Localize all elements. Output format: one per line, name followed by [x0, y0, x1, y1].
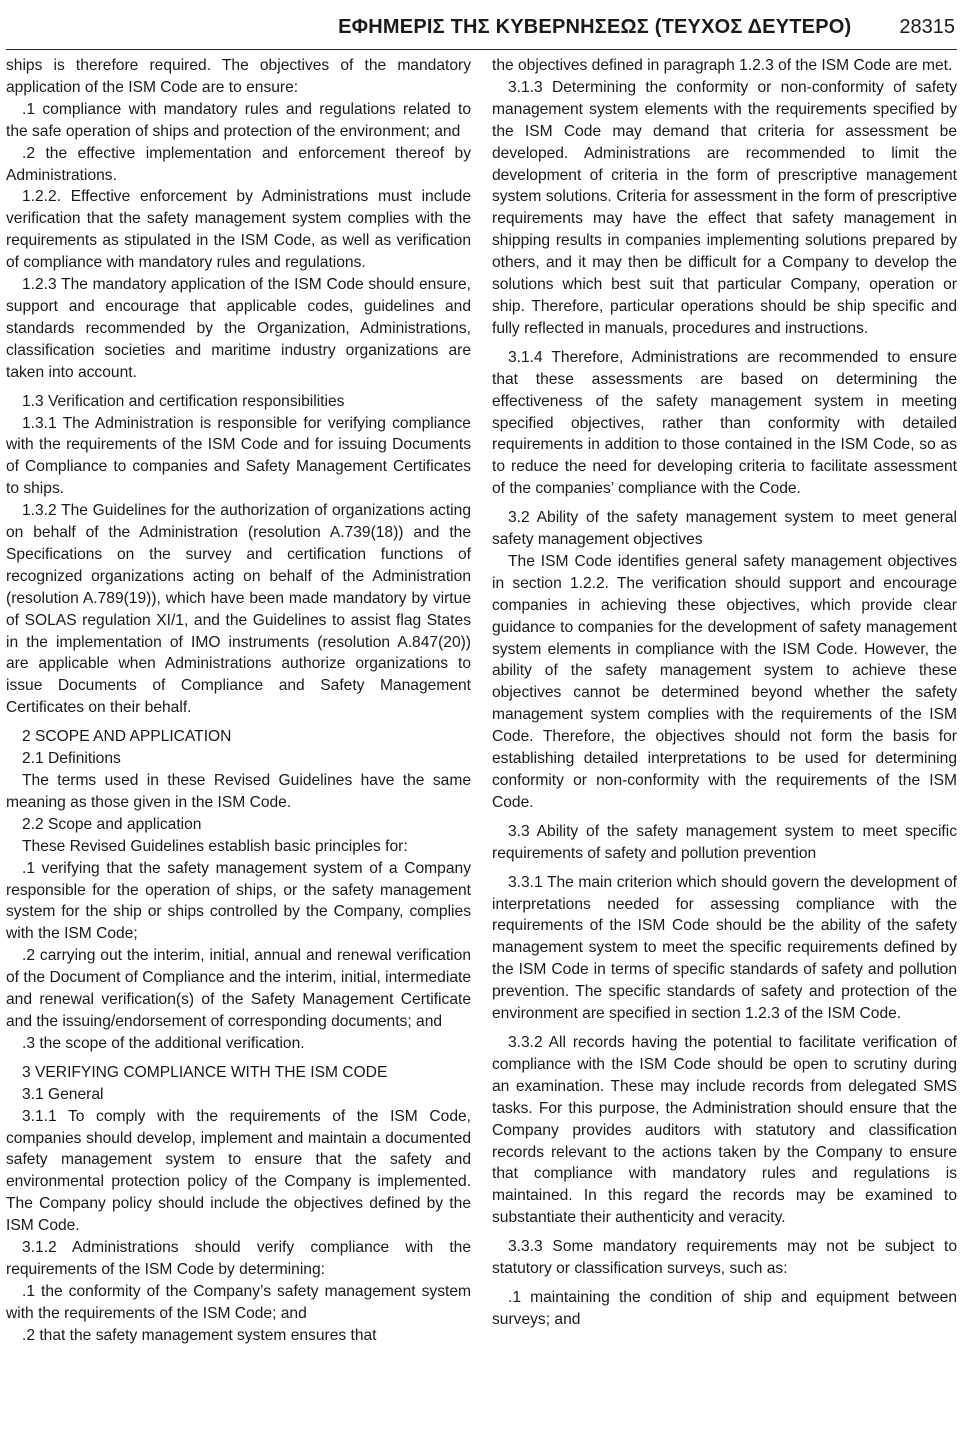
paragraph: 3.1.2 Administrations should verify compliance with the requirements of the ISM Code by determining: — [6, 1239, 471, 1278]
paragraph: .2 carrying out the interim, initial, annual and renewal verification of the Document of Compliance and the interim, initial, intermediate and renewal verification(s) of the Safety Management Certificate and the issuing/endorsement of corresponding documents; and — [6, 947, 471, 1030]
page-header — [6, 0, 957, 50]
paragraph: The terms used in these Revised Guidelines have the same meaning as those given in the ISM Code. — [6, 772, 471, 811]
paragraph: 3.3.2 All records having the potential to facilitate verification of compliance with the ISM Code should be open to scrutiny during an examination. These may include records from delegated SMS tasks. For this purpose, the Administration should ensure that the Company provides auditors with statutory and classification records relevant to the actions taken by the Company to ensure that compliance with mandatory rules and regulations is maintained. In this regard the records may be examined to substantiate their authenticity and veracity. — [492, 1033, 957, 1227]
section-heading: 3 VERIFYING COMPLIANCE WITH THE ISM CODE — [22, 1063, 388, 1081]
paragraph: .1 maintaining the condition of ship and equipment between surveys; and — [492, 1288, 957, 1328]
section-heading: 3.3 Ability of the safety management system to meet specific requirements of safety and pollution prevention — [492, 822, 957, 862]
section-heading: 2.2 Scope and application — [22, 815, 202, 833]
paragraph: the objectives defined in paragraph 1.2.3 of the ISM Code are met. — [492, 57, 953, 74]
paragraph: 3.1.1 To comply with the requirements of the ISM Code, companies should develop, implement and maintain a documented safety management system to ensure that the safety and environmental protection policy of the Company is implemented. The Company policy should include the objectives defined by the ISM Code. — [6, 1107, 471, 1235]
paragraph: .1 the conformity of the Company’s safety management system with the requirements of the ISM Code; and — [6, 1282, 471, 1322]
paragraph: .3 the scope of the additional verification. — [22, 1034, 305, 1052]
paragraph: .1 verifying that the safety management system of a Company responsible for the operation of ships, or the safety management system for the ship or ships controlled by the Company, complies with the ISM Code; — [6, 859, 471, 943]
paragraph: 3.1.3 Determining the conformity or non-conformity of safety management system elements with the requirements specified by the ISM Code may demand that criteria for assessment be developed. Administrations are recommended to limit the development of criteria in the form of prescriptive management system solutions. Criteria for assessment in the form of prescriptive requirements may have the effect that safety management in shipping results in companies implementing solutions prepared by others, and it may then be difficult for a Company to develop the solutions which best suit that particular Company, operation or ship. Therefore, particular operations should be ship specific and fully reflected in manuals, procedures and instructions. — [492, 78, 957, 337]
paragraph: The ISM Code identifies general safety management objectives in section 1.2.2. The verification should support and encourage companies in achieving these objectives, which provide clear guidance to companies for the development of safety management system elements in compliance with the ISM Code. However, the ability of the safety management system to achieve these objectives cannot be determined beyond whether the safety management system complies with the requirements of the ISM Code. Therefore, the objectives should not form the basis for establishing detailed interpretations to be used for determining conformity or non-conformity with the requirements of the ISM Code. — [492, 552, 957, 811]
paragraph: .2 the effective implementation and enforcement thereof by Administrations. — [6, 144, 471, 184]
section-heading: 3.2 Ability of the safety management system to meet general safety management objectives — [492, 509, 957, 549]
paragraph: 1.2.2. Effective enforcement by Administrations must include verification that the safety management system complies with the requirements as stipulated in the ISM Code, as well as verification of compliance with mandatory rules and regulations. — [6, 188, 471, 272]
section-heading: 3.1 General — [22, 1085, 104, 1103]
paragraph: 1.2.3 The mandatory application of the ISM Code should ensure, support and encourage that applicable codes, guidelines and standards recommended by the Organization, Administrations, classification societies and maritime industry organizations are taken into account. — [6, 276, 471, 381]
paragraph: 3.3.3 Some mandatory requirements may not be subject to statutory or classification surveys, such as: — [492, 1238, 957, 1278]
section-heading: 2 SCOPE AND APPLICATION — [22, 728, 232, 746]
gazette-title: ΕΦΗΜΕΡΙΣ ΤΗΣ ΚΥΒΕΡΝΗΣΕΩΣ (ΤΕΥΧΟΣ ΔΕΥΤΕΡΟ) — [338, 16, 852, 38]
paragraph: 1.3.2 The Guidelines for the authorization of organizations acting on behalf of the Administration (resolution A.739(18)) and the Specifications on the survey and certification functions of recognized organizations acting on behalf of the Administration (resolution A.789(19)), which have been made mandatory by virtue of SOLAS regulation XI/1, and the Guidelines to assist flag States in the implementation of IMO instruments (resolution A.847(20)) are applicable when Administrations authorize organizations to issue Documents of Compliance and Safety Management Certificates on their behalf. — [6, 502, 471, 717]
paragraph: 3.3.1 The main criterion which should govern the development of interpretations needed for assessing compliance with the requirements of the ISM Code should be the ability of the safety management system to meet the specific requirements defined by the ISM Code in terms of specific standards of safety and pollution prevention. The specific standards of safety and protection of the environment are specified in section 1.2.3 of the ISM Code. — [492, 873, 957, 1023]
page-number: 28315 — [899, 16, 955, 38]
right-column — [492, 55, 957, 1425]
paragraph: 1.3.1 The Administration is responsible for verifying compliance with the requirements of the ISM Code and for issuing Documents of Compliance to companies and Safety Management Certificates to ships. — [6, 414, 471, 498]
section-heading: 1.3 Verification and certification responsibilities — [22, 392, 345, 410]
paragraph: .1 compliance with mandatory rules and regulations related to the safe operation of ships and protection of the environment; and — [6, 100, 471, 140]
paragraph: .2 that the safety management system ensures that — [22, 1326, 377, 1344]
paragraph: ships is therefore required. The objectives of the mandatory application of the ISM Code are to ensure: — [6, 57, 471, 96]
left-column — [6, 55, 471, 1425]
paragraph: These Revised Guidelines establish basic principles for: — [22, 837, 408, 855]
text-columns — [6, 55, 957, 1425]
section-heading: 2.1 Definitions — [22, 750, 121, 768]
paragraph: 3.1.4 Therefore, Administrations are recommended to ensure that these assessments are based on determining the effectiveness of the safety management system in meeting specified objectives, rather than conformity with detailed requirements in addition to those contained in the ISM Code, so as to reduce the need for developing criteria to facilitate assessment of the companies’ compliance with the Code. — [492, 348, 957, 498]
